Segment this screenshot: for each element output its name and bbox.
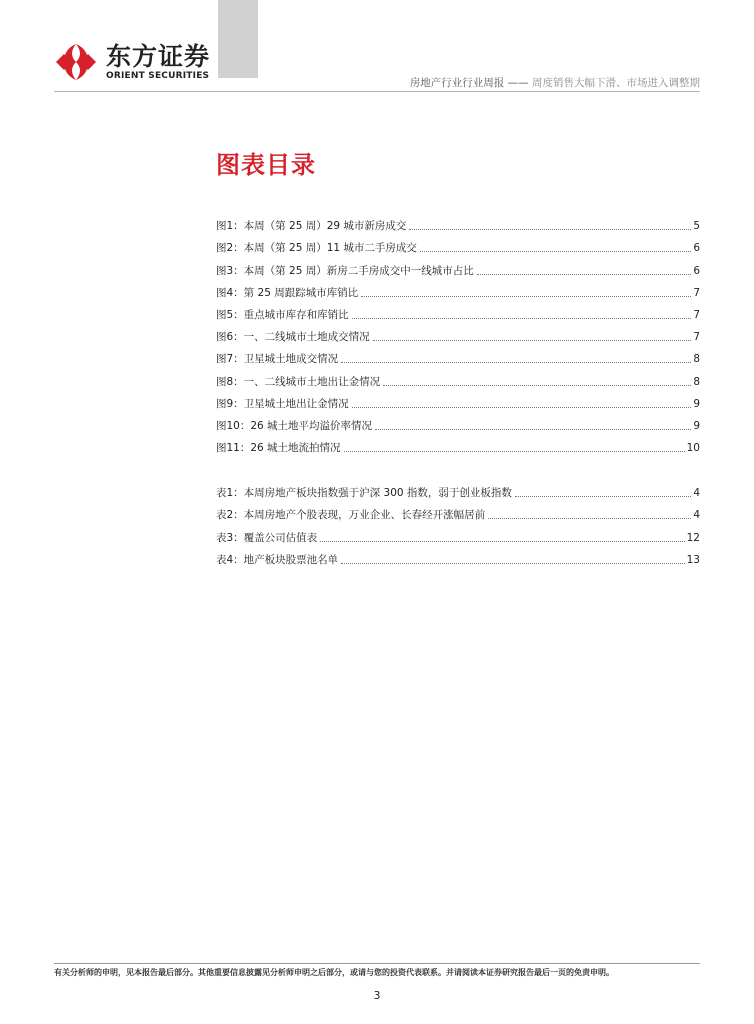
dot-leader (341, 362, 691, 363)
toc-entry-figure-9[interactable] (216, 389, 700, 411)
toc-entry-label: 表4：地产板块股票池名单 (216, 553, 339, 566)
header-divider (54, 91, 700, 92)
toc-entry-figure-10[interactable] (216, 411, 700, 433)
toc-entry-label: 图11：26 城土地流拍情况 (216, 442, 341, 455)
toc-entry-figure-4[interactable] (216, 278, 700, 300)
toc-entry-page: 10 (686, 442, 700, 455)
dot-leader (488, 518, 691, 519)
dot-leader (420, 251, 691, 252)
logo-name-en: ORIENT SECURITIES (106, 71, 210, 81)
toc-entry-page: 4 (693, 487, 700, 500)
dot-leader (341, 563, 684, 564)
footer-divider (54, 963, 700, 964)
footer-disclaimer: 有关分析师的申明，见本报告最后部分。其他重要信息披露见分析师申明之后部分，或请与您的投资代表联系。并请阅读本证券研究报告最后一页的免责申明。 (54, 968, 614, 977)
toc-entry-page: 5 (693, 220, 700, 233)
dot-leader (361, 296, 691, 297)
toc-entry-table-2[interactable] (216, 500, 700, 522)
toc-entry-label: 图9：卫星城土地出让金情况 (216, 397, 349, 410)
toc-entry-page: 7 (693, 331, 700, 344)
toc-entry-table-3[interactable] (216, 522, 700, 544)
toc-entry-label: 图6：一、二线城市土地成交情况 (216, 331, 370, 344)
toc-entry-figure-2[interactable] (216, 233, 700, 255)
dot-leader (515, 496, 691, 497)
toc-entry-figure-3[interactable] (216, 255, 700, 277)
toc-entry-figure-11[interactable] (216, 433, 700, 455)
dot-leader (344, 451, 685, 452)
toc-entry-label: 图3：本周（第 25 周）新房二手房成交中一线城市占比 (216, 264, 474, 277)
page-number: 3 (373, 989, 381, 1002)
header-separator: —— (507, 77, 529, 89)
toc-entry-figure-6[interactable] (216, 322, 700, 344)
logo-name-cn: 东方证券 (106, 42, 211, 71)
toc-entry-page: 9 (693, 397, 700, 410)
toc-entry-label: 表1：本周房地产板块指数强于沪深 300 指数，弱于创业板指数 (216, 487, 512, 500)
dot-leader (373, 340, 692, 341)
toc-entry-figure-5[interactable] (216, 300, 700, 322)
dot-leader (383, 385, 691, 386)
report-subtitle: 周度销售大幅下滑、市场进入调整期 (532, 77, 700, 89)
orient-logo-icon (54, 40, 98, 84)
header-decor-bar (218, 0, 258, 78)
toc-title: 图表目录 (216, 151, 316, 179)
toc-entry-figure-8[interactable] (216, 366, 700, 388)
toc-entry-label: 图1：本周（第 25 周）29 城市新房成交 (216, 220, 407, 233)
figure-list (216, 211, 700, 455)
dot-leader (375, 429, 691, 430)
toc-entry-label: 表3：覆盖公司估值表 (216, 531, 318, 544)
toc-entry-page: 13 (686, 553, 700, 566)
dot-leader (352, 407, 692, 408)
toc-entry-label: 图5：重点城市库存和库销比 (216, 308, 349, 321)
toc-entry-page: 6 (693, 242, 700, 255)
toc-entry-page: 7 (693, 308, 700, 321)
toc-entry-page: 6 (693, 264, 700, 277)
toc-entry-label: 图7：卫星城土地成交情况 (216, 353, 339, 366)
toc-entry-page: 12 (686, 531, 700, 544)
report-type: 房地产行业行业周报 (409, 77, 505, 89)
toc-entry-label: 图10：26 城土地平均溢价率情况 (216, 419, 373, 432)
toc-entry-page: 7 (693, 286, 700, 299)
toc-entry-table-4[interactable] (216, 545, 700, 567)
toc-entry-table-1[interactable] (216, 478, 700, 500)
toc-entry-label: 图8：一、二线城市土地出让金情况 (216, 375, 381, 388)
company-logo (54, 40, 224, 84)
toc-entry-page: 4 (693, 509, 700, 522)
toc-entry-page: 8 (693, 353, 700, 366)
toc-entry-page: 9 (693, 419, 700, 432)
toc-entry-label: 图2：本周（第 25 周）11 城市二手房成交 (216, 242, 417, 255)
dot-leader (409, 229, 691, 230)
toc-entry-label: 图4：第 25 周跟踪城市库销比 (216, 286, 359, 299)
report-header (410, 76, 700, 90)
toc-entry-label: 表2：本周房地产个股表现，万业企业、长春经开涨幅居前 (216, 509, 486, 522)
dot-leader (320, 541, 684, 542)
toc-entry-figure-7[interactable] (216, 344, 700, 366)
table-list (216, 478, 700, 567)
dot-leader (477, 274, 692, 275)
dot-leader (352, 318, 692, 319)
toc-entry-page: 8 (693, 375, 700, 388)
toc-entry-figure-1[interactable] (216, 211, 700, 233)
